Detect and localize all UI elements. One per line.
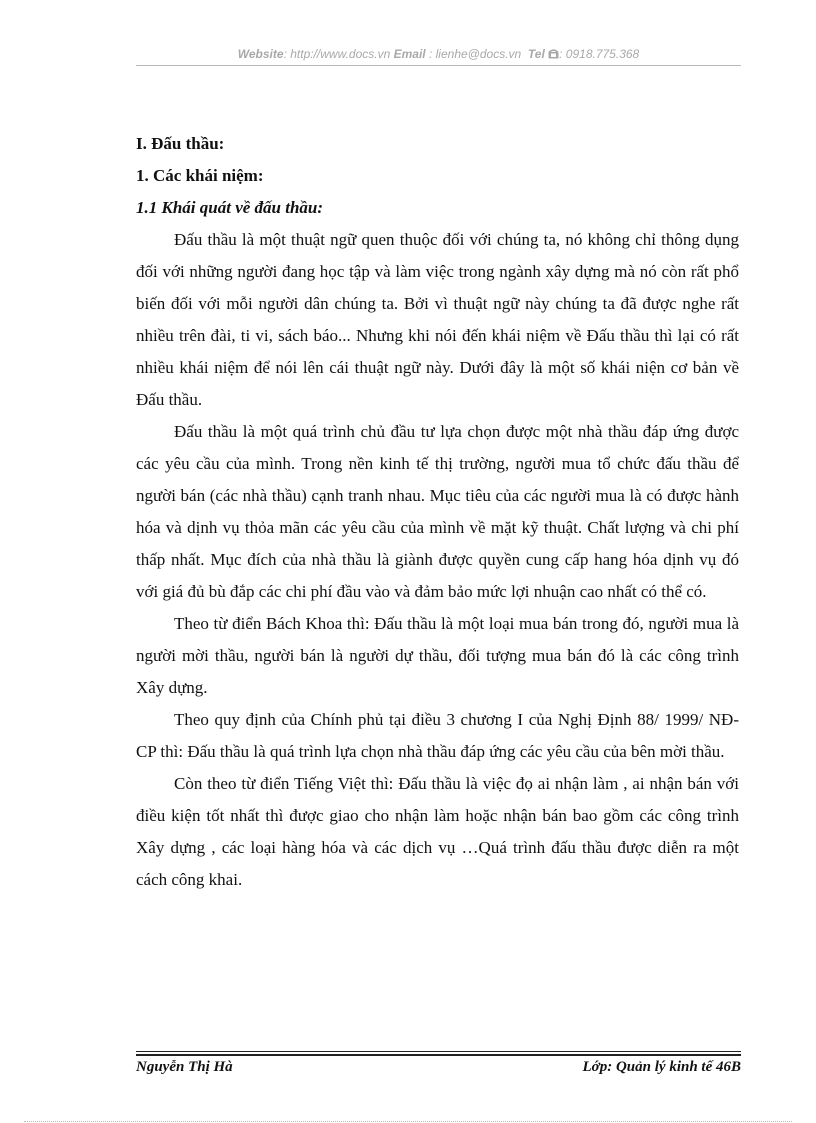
footer-author: Nguyễn Thị Hà (136, 1059, 233, 1075)
footer-divider-thin (136, 1051, 741, 1052)
tel-value: : 0918.775.368 (559, 47, 640, 61)
page-header (136, 47, 741, 61)
document-body (136, 128, 739, 896)
website-label: Website (237, 47, 284, 61)
phone-icon (548, 49, 559, 59)
subsubsection-heading: 1.1 Khái quát về đấu thầu: (136, 198, 324, 217)
paragraph: Đấu thầu là một quá trình chủ đầu tư lựa chọn được một nhà thầu đáp ứng được các yêu cầu của mình. Trong nền kinh tế thị trường, người mua tổ chức đấu thầu để người bán (các nhà thầu) cạnh tranh nhau. Mục tiêu của các người mua là có được hành hóa và dịnh vụ thỏa mãn các yêu cầu của mình về mặt kỹ thuật. Chất lượng và chi phí thấp nhất. Mục đích của nhà thầu là giành được quyền cung cấp hang hóa dịnh vụ đó với giá đủ bù đắp các chi phí đầu vào và đảm bảo mức lợi nhuận cao nhất có thể có. (136, 422, 739, 601)
footer-class: Lớp: Quản lý kinh tế 46B (582, 1059, 741, 1075)
footer-divider-thick (136, 1054, 741, 1056)
subsection-heading: 1. Các khái niệm: (136, 166, 264, 185)
page-edge (24, 1121, 792, 1122)
tel-label: Tel (527, 47, 545, 61)
website-value[interactable]: : http://www.docs.vn (283, 47, 391, 61)
section-heading: I. Đấu thầu: (136, 134, 225, 153)
paragraph: Đấu thầu là một thuật ngữ quen thuộc đối với chúng ta, nó không chỉ thông dụng đối với những người đang học tập và làm việc trong ngành xây dựng mà nó còn rất phổ biến đối với mỗi người dân chúng ta. Bởi vì thuật ngữ này chúng ta đã được nghe rất nhiều trên đài, ti vi, sách báo... Nhưng khi nói đến khái niệm về Đấu thầu thì lại có rất nhiều khái niệm để nói lên cái thuật ngữ này. Dưới đây là một số khái niện cơ bản về Đấu thầu. (136, 230, 739, 409)
paragraph: Còn theo từ điển Tiếng Việt thì: Đấu thầu là việc đọ ai nhận làm , ai nhận bán với điều kiện tốt nhất thì được giao cho nhận làm hoặc nhận bán bao gồm các công trình Xây dựng , các loại hàng hóa và các dịch vụ …Quá trình đấu thầu được diễn ra một cách công khai. (136, 774, 739, 889)
header-divider (136, 65, 741, 66)
email-label: Email (393, 47, 426, 61)
email-value[interactable]: : lienhe@docs.vn (425, 47, 522, 61)
paragraph: Theo quy định của Chính phủ tại điều 3 chương I của Nghị Định 88/ 1999/ NĐ- CP thì: Đấu thầu là quá trình lựa chọn nhà thầu đáp ứng các yêu cầu của bên mời thầu. (136, 710, 739, 761)
paragraph: Theo từ điển Bách Khoa thì: Đấu thầu là một loại mua bán trong đó, người mua là người mời thầu, người bán là người dự thầu, đối tượng mua bán đó là các công trình Xây dựng. (136, 614, 739, 697)
